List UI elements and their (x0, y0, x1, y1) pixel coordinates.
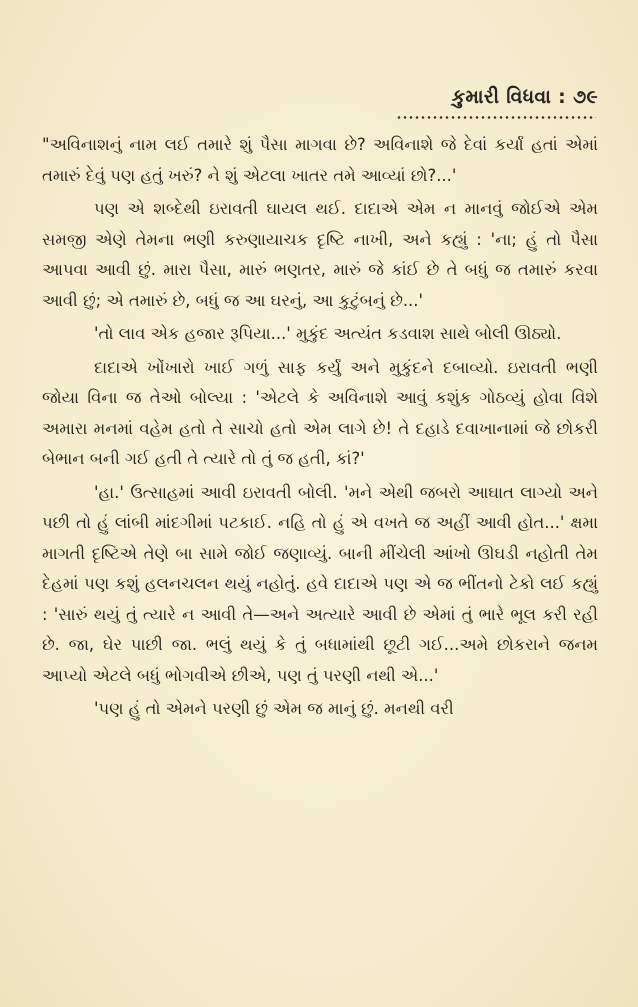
paragraph: 'તો લાવ એક હજાર રૂપિયા...' મુકુંદ અત્યંત કડવાશ સાથે બોલી ઊઠ્યો. (94, 324, 562, 343)
paragraph: દાદાએ ખોંખારો ખાઈ ગળું સાફ કર્યું અને મુકુંદને દબાવ્યો. ઇરાવતી ભણી જોયા વિના જ તેઓ બોલ્યા : 'એટલે કે અવિનાશે આવું કશુંક ગોઠવ્યું હોવા વિશે અમારા મનમાં વહેમ હતો તે સાચો હતો એમ લાગે છે! તે દહાડે દવાખાનામાં જે છોકરી બેભાન બની ગઈ હતી તે ત્યારે તો તું જ હતી, કાં?' (42, 357, 598, 468)
paragraph: 'પણ હું તો એમને પરણી છું એમ જ માનું છું. મનથી વરી (94, 699, 454, 718)
header-rule (396, 116, 596, 119)
paragraph: પણ એ શબ્દેથી ઇરાવતી ઘાયલ થઈ. દાદાએ એમ ન માનવું જોઈએ એમ સમજી એણે તેમના ભણી કરુણાયાચક દૃષ્ટિ નાખી, અને કહ્યું : 'ના; હું તો પૈસા આપવા આવી છું. મારા પૈસા, મારું ભણતર, મારું જે કાંઈ છે તે બધું જ તમારું કરવા આવી છું; એ તમારું છે, બધું જ આ ઘરનું, આ કુટુંબનું છે...' (42, 199, 598, 310)
paragraph: "અવિનાશનું નામ લઈ તમારે શું પૈસા માગવા છે? અવિનાશે જે દેવાં કર્યાં હતાં એમાં તમારું દેવું પણ હતું ખરું? ને શું એટલા ખાતર તમે આવ્યાં છો?...' (42, 135, 598, 185)
paragraph: 'હા.' ઉત્સાહમાં આવી ઇરાવતી બોલી. 'મને એથી જબરો આઘાત લાગ્યો અને પછી તો હું લાંબી માંદગીમાં પટકાઈ. નહિ તો હું એ વખતે જ અહીં આવી હોત...' ક્ષમા માગતી દૃષ્ટિએ તેણે બા સામે જોઈ જણાવ્યું. બાની મીંચેલી આંખો ઊઘડી નહોતી તેમ દેહમાં પણ કશું હલનચલન થયું નહોતું. હવે દાદાએ પણ એ જ ભીંતનો ટેકો લઈ કહ્યું : 'સારું થયું તું ત્યારે ન આવી તે—અને અત્યારે આવી છે એમાં તું ભારે ભૂલ કરી રહી છે. જા, ઘેર પાછી જા. ભલું થયું કે તું બધામાંથી છૂટી ગઈ...અમે છોકરાને જનમ આપ્યો એટલે બધું ભોગવીએ છીએ, પણ તું પરણી નથી એ...' (42, 482, 598, 685)
body-text (42, 130, 598, 725)
running-head: કુમારી વિધવા : ૭૯ (451, 86, 598, 108)
